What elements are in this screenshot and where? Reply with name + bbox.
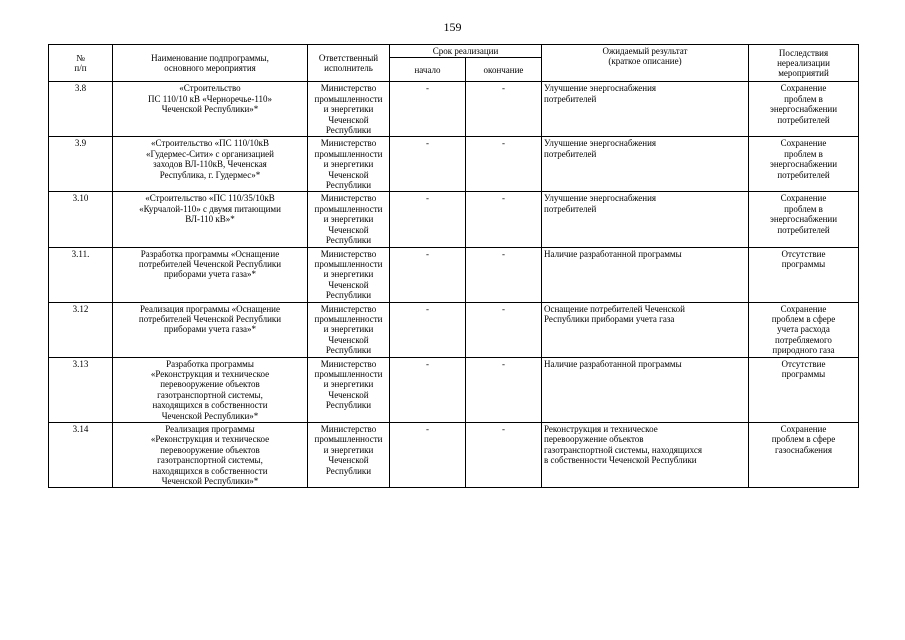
row-executor: Министерство промышленности и энергетики Чеченской Республики bbox=[308, 137, 390, 192]
row-end: - bbox=[466, 357, 542, 422]
row-executor: Министерство промышленности и энергетики Чеченской Республики bbox=[308, 192, 390, 247]
row-measure-name: «Строительство «ПС 110/35/10кВ «Курчалой-110» с двумя питающими ВЛ-110 кВ»* bbox=[113, 192, 308, 247]
header-num: № п/п bbox=[49, 45, 113, 82]
page-number: 159 bbox=[443, 20, 462, 34]
row-executor: Министерство промышленности и энергетики Чеченской Республики bbox=[308, 302, 390, 357]
row-number: 3.10 bbox=[49, 192, 113, 247]
row-consequences: Сохранение проблем в энергоснабжении потребителей bbox=[749, 137, 859, 192]
row-executor: Министерство промышленности и энергетики Чеченской Республики bbox=[308, 247, 390, 302]
program-table bbox=[48, 44, 859, 488]
row-consequences: Сохранение проблем в сфере учета расхода потребляемого природного газа bbox=[749, 302, 859, 357]
row-expected-result: Наличие разработанной программы bbox=[542, 357, 749, 422]
row-expected-result: Улучшение энергоснабжения потребителей bbox=[542, 82, 749, 137]
row-measure-name: Разработка программы «Реконструкция и техническое перевооружение объектов газотранспортной системы, находящихся в собственности Чеченской Республики»* bbox=[113, 357, 308, 422]
row-executor: Министерство промышленности и энергетики Чеченской Республики bbox=[308, 423, 390, 488]
row-measure-name: Разработка программы «Оснащение потребителей Чеченской Республики приборами учета газа»* bbox=[113, 247, 308, 302]
row-executor: Министерство промышленности и энергетики Чеченской Республики bbox=[308, 82, 390, 137]
header-name: Наименование подпрограммы, основного мероприятия bbox=[113, 45, 308, 82]
row-executor: Министерство промышленности и энергетики Чеченской Республики bbox=[308, 357, 390, 422]
row-consequences: Сохранение проблем в сфере газоснабжения bbox=[749, 423, 859, 488]
table-row bbox=[49, 247, 859, 302]
table-row bbox=[49, 302, 859, 357]
row-end: - bbox=[466, 423, 542, 488]
row-start: - bbox=[390, 82, 466, 137]
row-start: - bbox=[390, 192, 466, 247]
header-executor: Ответственный исполнитель bbox=[308, 45, 390, 82]
row-consequences: Сохранение проблем в энергоснабжении потребителей bbox=[749, 82, 859, 137]
row-expected-result: Оснащение потребителей Чеченской Республики приборами учета газа bbox=[542, 302, 749, 357]
table-row bbox=[49, 192, 859, 247]
header-result: Ожидаемый результат (краткое описание) bbox=[542, 45, 749, 82]
row-measure-name: Реализация программы «Оснащение потребителей Чеченской Республики приборами учета газа»* bbox=[113, 302, 308, 357]
table-row bbox=[49, 423, 859, 488]
row-number: 3.12 bbox=[49, 302, 113, 357]
header-consequences: Последствия нереализации мероприятий bbox=[749, 45, 859, 82]
table-row bbox=[49, 137, 859, 192]
row-number: 3.11. bbox=[49, 247, 113, 302]
row-end: - bbox=[466, 82, 542, 137]
row-end: - bbox=[466, 302, 542, 357]
header-end: окончание bbox=[466, 58, 542, 82]
row-consequences: Отсутствие программы bbox=[749, 247, 859, 302]
row-number: 3.13 bbox=[49, 357, 113, 422]
header-period: Срок реализации bbox=[390, 45, 542, 58]
header-start: начало bbox=[390, 58, 466, 82]
row-start: - bbox=[390, 247, 466, 302]
row-start: - bbox=[390, 302, 466, 357]
table-row bbox=[49, 357, 859, 422]
row-measure-name: «Строительство ПС 110/10 кВ «Черноречье-110» Чеченской Республики»* bbox=[113, 82, 308, 137]
table-row bbox=[49, 82, 859, 137]
row-measure-name: «Строительство «ПС 110/10кВ «Гудермес-Сити» с организацией заходов ВЛ-110кВ, Чеченская Республика, г. Гудермес»* bbox=[113, 137, 308, 192]
row-start: - bbox=[390, 423, 466, 488]
row-end: - bbox=[466, 247, 542, 302]
table-header bbox=[49, 45, 859, 82]
row-number: 3.14 bbox=[49, 423, 113, 488]
row-expected-result: Улучшение энергоснабжения потребителей bbox=[542, 137, 749, 192]
row-end: - bbox=[466, 192, 542, 247]
row-measure-name: Реализация программы «Реконструкция и техническое перевооружение объектов газотранспортной системы, находящихся в собственности Чеченской Республики»* bbox=[113, 423, 308, 488]
row-expected-result: Улучшение энергоснабжения потребителей bbox=[542, 192, 749, 247]
row-expected-result: Наличие разработанной программы bbox=[542, 247, 749, 302]
row-expected-result: Реконструкция и техническое перевооружение объектов газотранспортной системы, находящихся в собственности Чеченской Республики bbox=[542, 423, 749, 488]
row-consequences: Отсутствие программы bbox=[749, 357, 859, 422]
row-end: - bbox=[466, 137, 542, 192]
row-start: - bbox=[390, 137, 466, 192]
row-number: 3.9 bbox=[49, 137, 113, 192]
row-consequences: Сохранение проблем в энергоснабжении потребителей bbox=[749, 192, 859, 247]
row-start: - bbox=[390, 357, 466, 422]
row-number: 3.8 bbox=[49, 82, 113, 137]
table-body bbox=[49, 82, 859, 488]
